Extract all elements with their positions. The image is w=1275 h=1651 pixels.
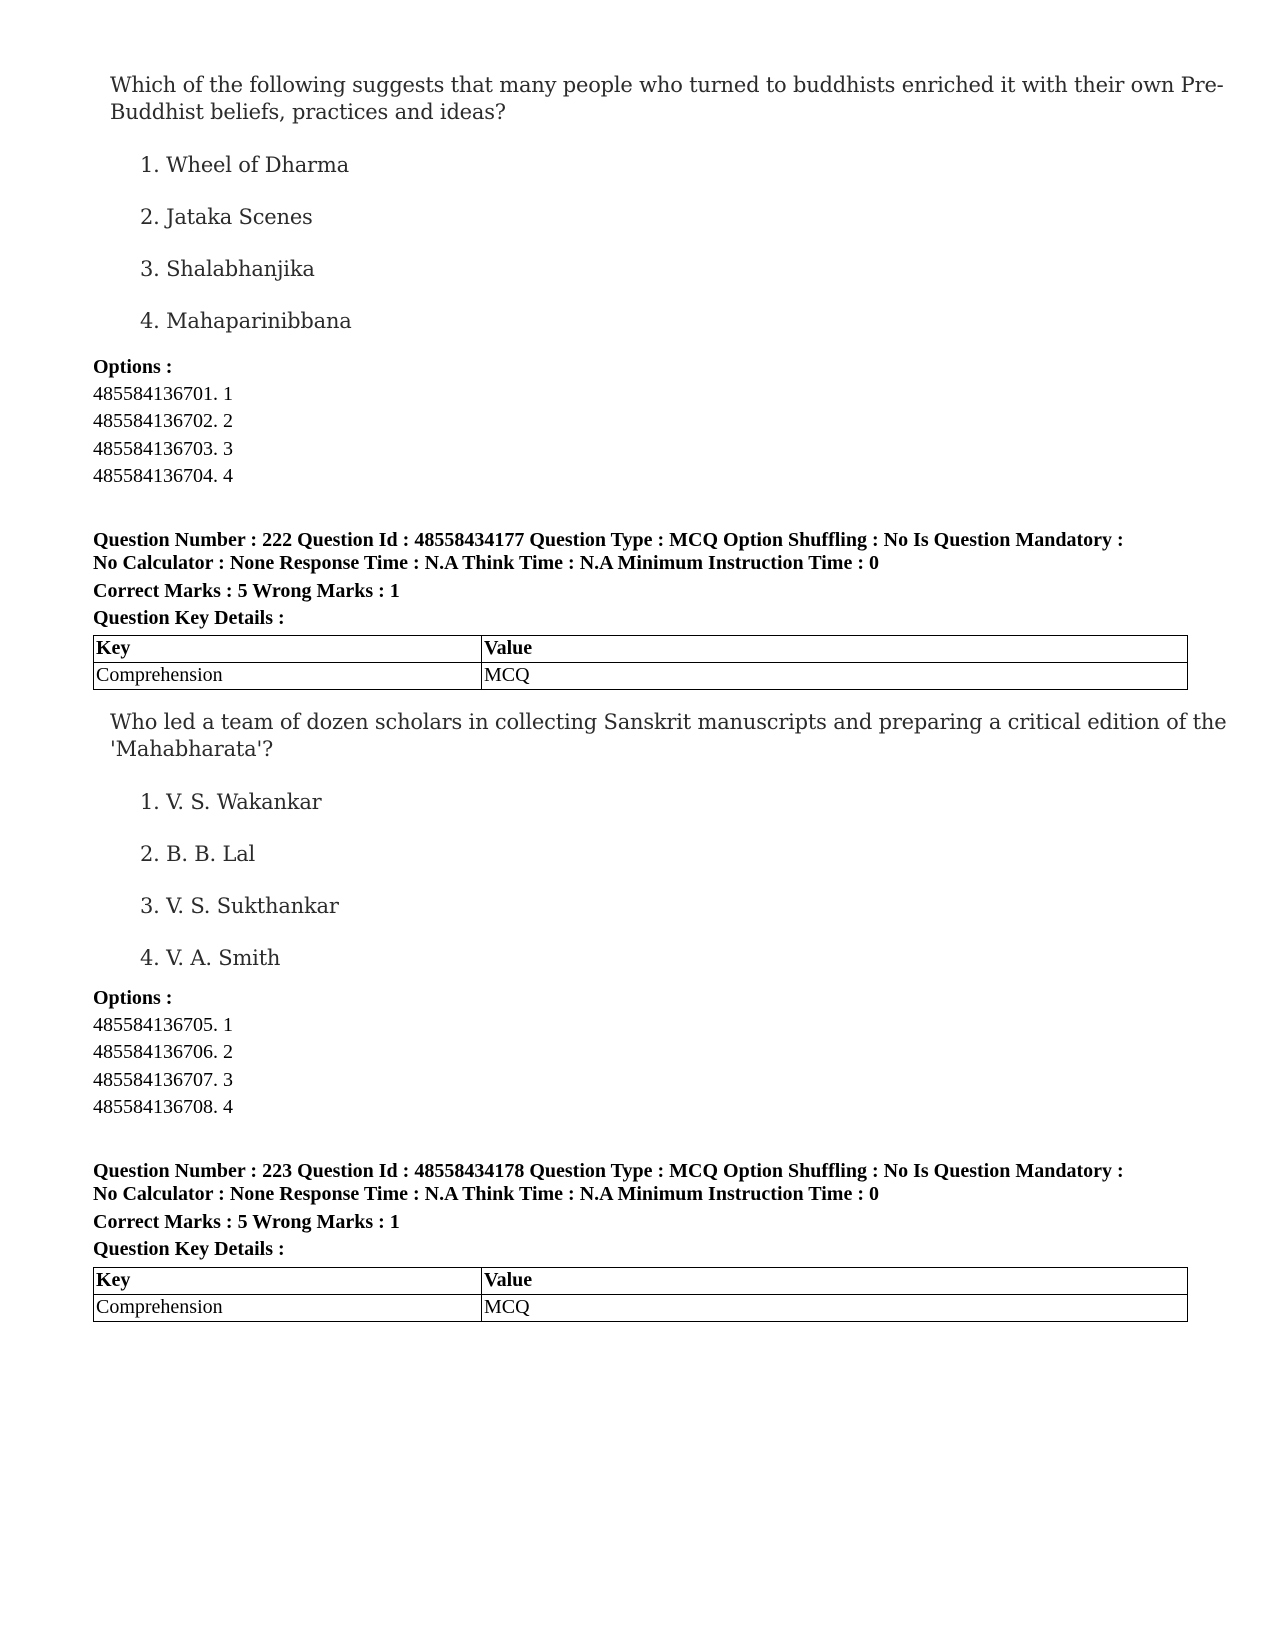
option-item: 485584136702. 2 — [93, 410, 233, 432]
choice-item: 3. V. S. Sukthankar — [140, 894, 339, 918]
question-key-details-label: Question Key Details : — [93, 607, 285, 629]
option-item: 485584136701. 1 — [93, 383, 233, 405]
table-cell-key: Comprehension — [94, 663, 482, 690]
table-header-value: Value — [482, 636, 1188, 663]
options-label: Options : — [93, 356, 173, 378]
choice-item: 4. V. A. Smith — [140, 946, 281, 970]
question-key-details-label: Question Key Details : — [93, 1238, 285, 1260]
choice-item: 1. Wheel of Dharma — [140, 153, 349, 177]
options-label: Options : — [93, 987, 173, 1009]
table-header-row — [94, 636, 1188, 663]
choice-item: 1. V. S. Wakankar — [140, 790, 322, 814]
table-row — [94, 1295, 1188, 1322]
question-meta-line: No Calculator : None Response Time : N.A Think Time : N.A Minimum Instruction Time : 0 — [93, 552, 879, 574]
choice-item: 2. Jataka Scenes — [140, 205, 313, 229]
table-header-key: Key — [94, 1268, 482, 1295]
option-item: 485584136708. 4 — [93, 1096, 233, 1118]
question-key-table — [93, 1267, 1188, 1322]
table-row — [94, 663, 1188, 690]
table-header-row — [94, 1268, 1188, 1295]
table-header-value: Value — [482, 1268, 1188, 1295]
table-cell-value: MCQ — [482, 663, 1188, 690]
question-text-line: 'Mahabharata'? — [110, 737, 274, 761]
question-text-line: Who led a team of dozen scholars in collecting Sanskrit manuscripts and preparing a critical edition of the — [110, 710, 1227, 734]
question-221-image — [110, 72, 1224, 352]
question-text-line: Which of the following suggests that many people who turned to buddhists enriched it with their own Pre- — [110, 73, 1224, 97]
table-cell-key: Comprehension — [94, 1295, 482, 1322]
option-item: 485584136705. 1 — [93, 1014, 233, 1036]
option-item: 485584136703. 3 — [93, 438, 233, 460]
option-item: 485584136707. 3 — [93, 1069, 233, 1091]
question-key-table — [93, 635, 1188, 690]
choice-item: 2. B. B. Lal — [140, 842, 256, 866]
question-marks: Correct Marks : 5 Wrong Marks : 1 — [93, 580, 400, 602]
question-marks: Correct Marks : 5 Wrong Marks : 1 — [93, 1211, 400, 1233]
question-meta-line: Question Number : 223 Question Id : 48558434178 Question Type : MCQ Option Shuffling : No Is Question Mandatory : — [93, 1160, 1124, 1182]
option-item: 485584136704. 4 — [93, 465, 233, 487]
table-header-key: Key — [94, 636, 482, 663]
option-item: 485584136706. 2 — [93, 1041, 233, 1063]
question-meta-line: No Calculator : None Response Time : N.A Think Time : N.A Minimum Instruction Time : 0 — [93, 1183, 879, 1205]
question-meta-line: Question Number : 222 Question Id : 48558434177 Question Type : MCQ Option Shuffling : No Is Question Mandatory : — [93, 529, 1124, 551]
question-222-image — [110, 709, 1227, 984]
question-text-line: Buddhist beliefs, practices and ideas? — [110, 100, 506, 124]
choice-item: 3. Shalabhanjika — [140, 257, 315, 281]
table-cell-value: MCQ — [482, 1295, 1188, 1322]
choice-item: 4. Mahaparinibbana — [140, 309, 352, 333]
